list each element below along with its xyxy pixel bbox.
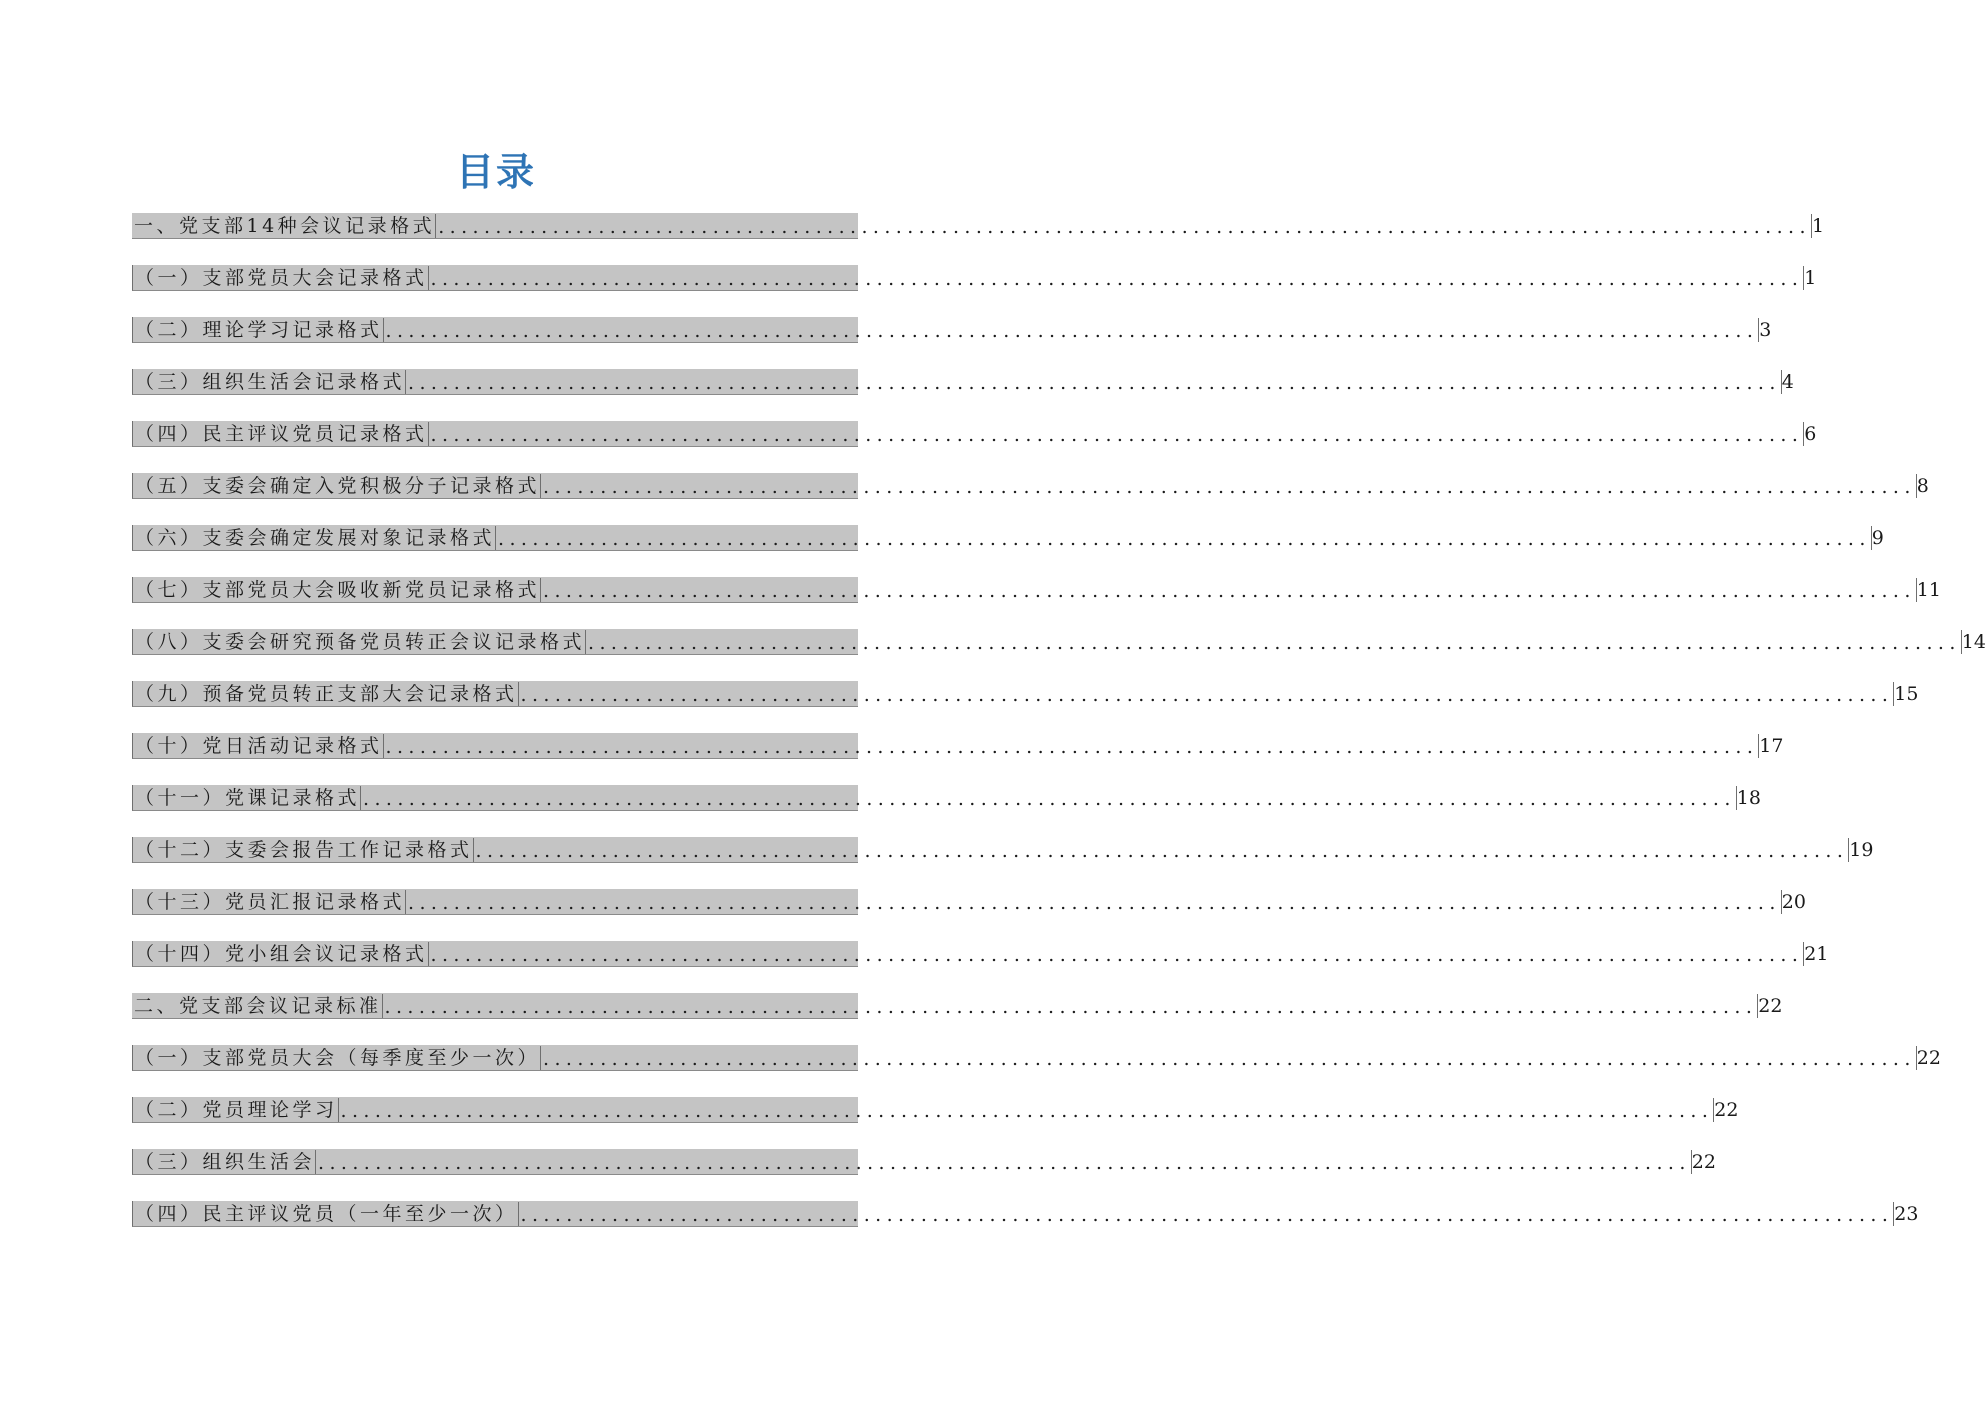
toc-dot-leader: ........................................................................................................................ — [438, 216, 1811, 238]
toc-entry-page-number: 9 — [1871, 527, 1884, 549]
toc-entry[interactable] — [132, 421, 1817, 447]
toc-entry-title: （三）组织生活会 — [135, 1151, 316, 1173]
toc-entry[interactable] — [132, 889, 1806, 915]
toc-entry-title: （七）支部党员大会吸收新党员记录格式 — [135, 579, 541, 601]
toc-entry[interactable] — [132, 473, 1929, 499]
toc-dot-leader: ........................................................................................................................ — [430, 268, 1804, 290]
toc-entry-title: （二）理论学习记录格式 — [135, 319, 383, 341]
toc-dot-leader: ........................................................................................................................ — [340, 1100, 1714, 1122]
toc-entry-title: （十四）党小组会议记录格式 — [135, 943, 428, 965]
toc-entry-page-number: 15 — [1894, 683, 1919, 705]
toc-entry-page-number: 22 — [1691, 1151, 1716, 1173]
toc-entry[interactable] — [132, 1149, 1716, 1175]
toc-entry[interactable] — [132, 1045, 1941, 1071]
toc-entry-page-number: 14 — [1961, 631, 1986, 653]
toc-entry-page-number: 1 — [1811, 215, 1825, 237]
toc-entry-page-number: 22 — [1916, 1047, 1941, 1069]
toc-list — [132, 213, 1986, 1253]
toc-entry[interactable] — [132, 785, 1761, 811]
toc-entry[interactable] — [132, 993, 1783, 1019]
toc-entry[interactable] — [132, 681, 1919, 707]
toc-entry-page-number: 22 — [1714, 1099, 1739, 1121]
toc-dot-leader: ........................................................................................................................ — [475, 840, 1849, 862]
toc-entry[interactable] — [132, 525, 1884, 551]
toc-entry[interactable] — [132, 837, 1874, 863]
toc-entry-title: （五）支委会确定入党积极分子记录格式 — [135, 475, 541, 497]
toc-entry[interactable] — [132, 1201, 1919, 1227]
toc-entry-title: （十）党日活动记录格式 — [135, 735, 383, 757]
toc-entry[interactable] — [132, 577, 1941, 603]
toc-entry-page-number: 4 — [1781, 371, 1794, 393]
toc-dot-leader: ........................................................................................................................ — [408, 892, 1781, 914]
toc-dot-leader: ........................................................................................................................ — [384, 996, 1758, 1018]
toc-dot-leader: ........................................................................................................................ — [543, 1048, 1916, 1070]
toc-entry-title: 一、党支部14种会议记录格式 — [134, 215, 436, 237]
toc-entry-page-number: 20 — [1781, 891, 1806, 913]
toc-entry-page-number: 8 — [1916, 475, 1929, 497]
toc-entry[interactable] — [132, 213, 1825, 239]
toc-entry-page-number: 1 — [1804, 267, 1817, 289]
toc-entry-page-number: 18 — [1736, 787, 1761, 809]
toc-dot-leader: ........................................................................................................................ — [498, 528, 1871, 550]
toc-entry[interactable] — [132, 265, 1817, 291]
toc-entry-title: （六）支委会确定发展对象记录格式 — [135, 527, 496, 549]
toc-entry-title: （三）组织生活会记录格式 — [135, 371, 406, 393]
toc-entry-title: （二）党员理论学习 — [135, 1099, 338, 1121]
toc-entry-page-number: 19 — [1849, 839, 1874, 861]
toc-entry-title: （九）预备党员转正支部大会记录格式 — [135, 683, 518, 705]
toc-dot-leader: ........................................................................................................................ — [318, 1152, 1691, 1174]
toc-dot-leader: ........................................................................................................................ — [385, 320, 1759, 342]
toc-entry-title: （一）支部党员大会记录格式 — [135, 267, 428, 289]
toc-entry[interactable] — [132, 1097, 1739, 1123]
toc-dot-leader: ........................................................................................................................ — [588, 632, 1961, 654]
toc-dot-leader: ........................................................................................................................ — [408, 372, 1781, 394]
toc-entry-title: （四）民主评议党员（一年至少一次） — [135, 1203, 518, 1225]
toc-entry-title: （四）民主评议党员记录格式 — [135, 423, 428, 445]
toc-dot-leader: ........................................................................................................................ — [363, 788, 1736, 810]
toc-entry-title: （八）支委会研究预备党员转正会议记录格式 — [135, 631, 586, 653]
toc-dot-leader: ........................................................................................................................ — [543, 476, 1916, 498]
toc-entry-title: （一）支部党员大会（每季度至少一次） — [135, 1047, 541, 1069]
toc-dot-leader: ........................................................................................................................ — [430, 944, 1804, 966]
toc-dot-leader: ........................................................................................................................ — [385, 736, 1759, 758]
toc-entry[interactable] — [132, 629, 1986, 655]
toc-entry-page-number: 23 — [1894, 1203, 1919, 1225]
toc-entry-page-number: 22 — [1758, 995, 1783, 1017]
toc-entry-page-number: 21 — [1804, 943, 1829, 965]
toc-entry-title: （十二）支委会报告工作记录格式 — [135, 839, 473, 861]
toc-dot-leader: ........................................................................................................................ — [543, 580, 1916, 602]
toc-dot-leader: ........................................................................................................................ — [430, 424, 1804, 446]
toc-entry-title: （十三）党员汇报记录格式 — [135, 891, 406, 913]
toc-entry-page-number: 6 — [1804, 423, 1817, 445]
toc-entry[interactable] — [132, 941, 1829, 967]
toc-dot-leader: ........................................................................................................................ — [520, 684, 1894, 706]
toc-entry[interactable] — [132, 317, 1772, 343]
toc-dot-leader: ........................................................................................................................ — [520, 1204, 1894, 1226]
toc-entry-title: （十一）党课记录格式 — [135, 787, 361, 809]
toc-title: 目录 — [455, 149, 536, 194]
toc-entry-page-number: 11 — [1916, 579, 1941, 601]
toc-entry-page-number: 3 — [1759, 319, 1772, 341]
toc-entry[interactable] — [132, 733, 1784, 759]
toc-entry[interactable] — [132, 369, 1794, 395]
toc-entry-title: 二、党支部会议记录标准 — [134, 995, 382, 1017]
toc-entry-page-number: 17 — [1759, 735, 1784, 757]
